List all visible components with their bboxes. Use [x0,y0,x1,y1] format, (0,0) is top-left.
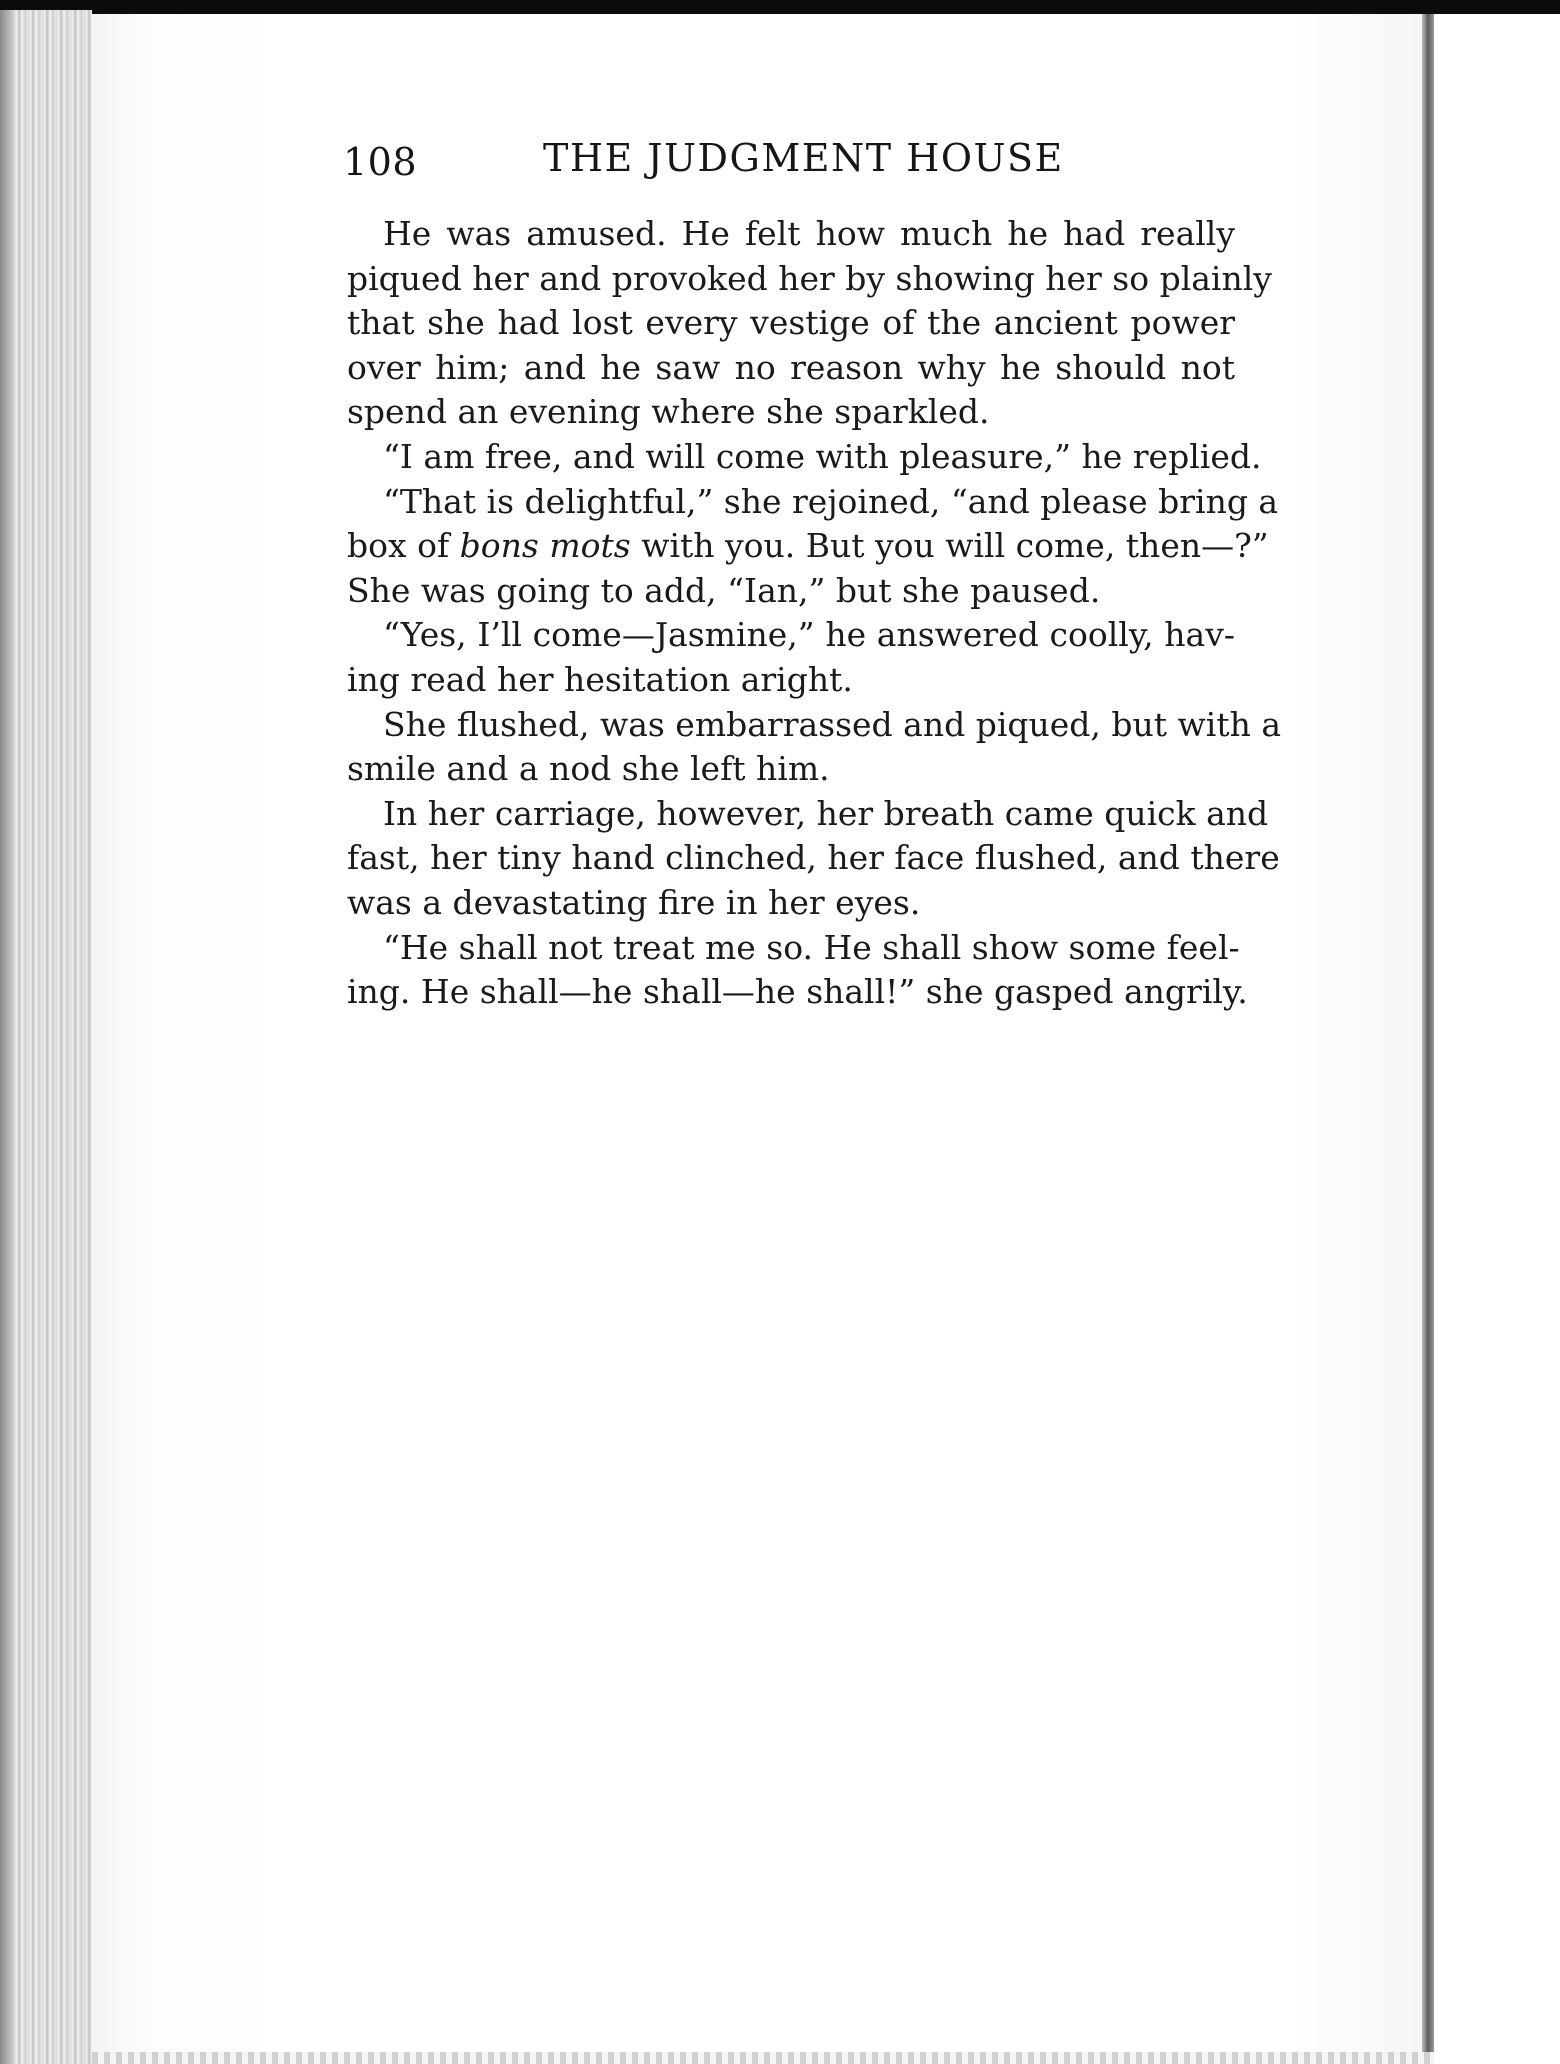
text-line: He was amused. He felt how much he had really [383,214,1235,253]
text-line: was a devastating fire in her eyes. [347,882,921,922]
text-line: ing. He shall—he shall—he shall!” she gasped angrily. [347,972,1248,1012]
text-line: In her carriage, however, her breath came quick and [383,793,1269,833]
running-head [343,136,1064,190]
text-line [347,524,1269,569]
body-text [347,212,1282,1015]
running-title: THE JUDGMENT HOUSE [543,136,1064,180]
book-bottom-edge [92,2052,1434,2064]
text-line: She was going to add, “Ian,” but she paused. [347,570,1101,610]
scan-background-right [1434,14,1560,2064]
text-segment: with you. But you will come, then—?” [630,526,1269,566]
text-line: fast, her tiny hand clinched, her face flushed, and there [347,838,1280,878]
book-gutter-edge [1422,14,1434,2064]
text-line: smile and a nod she left him. [347,749,830,789]
book-page-edges [0,10,92,2064]
text-segment: box of [347,526,460,566]
text-line: that she had lost every vestige of the ancient power [347,303,1235,343]
text-line: “That is delightful,” she rejoined, “and please bring a [383,481,1279,521]
text-line: piqued her and provoked her by showing her so plainly [347,258,1272,298]
page-number: 108 [343,140,418,184]
text-line: “Yes, I’ll come—Jasmine,” he answered coolly, hav- [383,615,1235,655]
text-line: ing read her hesitation aright. [347,659,853,699]
text-line: over him; and he saw no reason why he should not [347,347,1235,387]
text-line: spend an evening where she sparkled. [347,392,990,432]
text-line: “I am free, and will come with pleasure,” he replied. [383,436,1262,476]
text-line: She flushed, was embarrassed and piqued, but with a [383,704,1282,744]
italic-phrase: bons mots [459,526,631,566]
text-line: “He shall not treat me so. He shall show some feel- [383,927,1240,967]
